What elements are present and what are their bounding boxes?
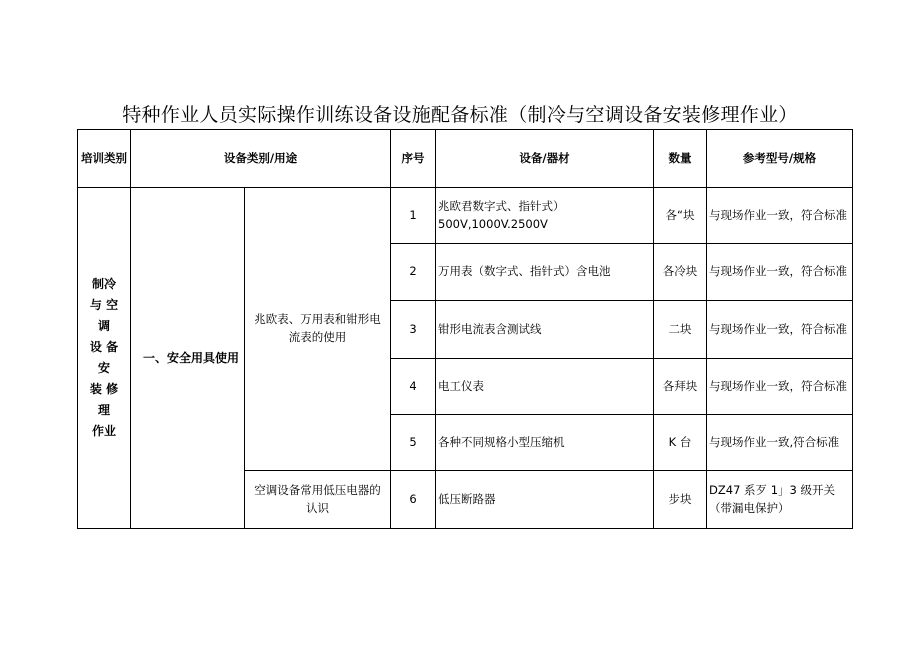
header-equipment: 设备/器材 (436, 130, 654, 188)
category-line: 调 (97, 319, 110, 333)
row-seq: 2 (391, 244, 436, 301)
row-equipment: 万用表（数字式、指针式）含电池 (436, 244, 654, 301)
row-qty: 二块 (654, 301, 707, 359)
row-qty: 各拜块 (654, 359, 707, 415)
row-equipment: 低压断路器 (436, 471, 654, 529)
header-device-use: 设备类别/用途 (131, 130, 391, 188)
header-category: 培训类别 (78, 130, 131, 188)
header-row (78, 130, 853, 188)
document-title: 特种作业人员实际操作训练设备设施配备标准（制冷与空调设备安装修理作业） (122, 104, 798, 126)
category-line: 设 备 (89, 340, 119, 354)
row-ref: 与现场作业一致,符合标准 (707, 415, 853, 471)
row-seq: 6 (391, 471, 436, 529)
row-ref: 与现场作业一致，符合标准 (707, 244, 853, 301)
header-qty: 数量 (654, 130, 707, 188)
training-category-cell (78, 188, 131, 529)
row-qty: 各冷块 (654, 244, 707, 301)
row-equipment: 钳形电流表含测试线 (436, 301, 654, 359)
row-equipment: 电工仪表 (436, 359, 654, 415)
row-qty: 各“块 (654, 188, 707, 244)
category-line: 制冷 (91, 277, 116, 291)
row-seq: 5 (391, 415, 436, 471)
category-line: 理 (97, 403, 110, 417)
header-ref: 参考型号/规格 (707, 130, 853, 188)
row-equipment: 兆欧君数字式、指针式）500V,1000V.2500V (436, 188, 654, 244)
category-line: 与 空 (89, 298, 119, 312)
category-line: 作业 (91, 424, 116, 438)
table-row (78, 188, 853, 244)
category-line: 安 (97, 361, 110, 375)
sub-use-low-voltage: 空调设备常用低压电器的认识 (245, 471, 391, 529)
row-ref: 与现场作业一致，符合标准 (707, 188, 853, 244)
header-seq: 序号 (391, 130, 436, 188)
row-qty: 步块 (654, 471, 707, 529)
use-category-cell: 一、安全用具使用 (131, 188, 245, 529)
row-seq: 3 (391, 301, 436, 359)
row-seq: 4 (391, 359, 436, 415)
row-seq: 1 (391, 188, 436, 244)
row-ref: 与现场作业一致，符合标准 (707, 359, 853, 415)
row-ref: 与现场作业一致，符合标准 (707, 301, 853, 359)
row-ref: DZ47 系歹 1」3 级开关（带漏电保护） (707, 471, 853, 529)
row-qty: K 台 (654, 415, 707, 471)
row-equipment: 各种不同规格小型压缩机 (436, 415, 654, 471)
equipment-standards-table (77, 129, 853, 529)
category-line: 装 修 (89, 382, 119, 396)
sub-use-meters: 兆欧表、万用表和钳形电流表的使用 (245, 188, 391, 471)
